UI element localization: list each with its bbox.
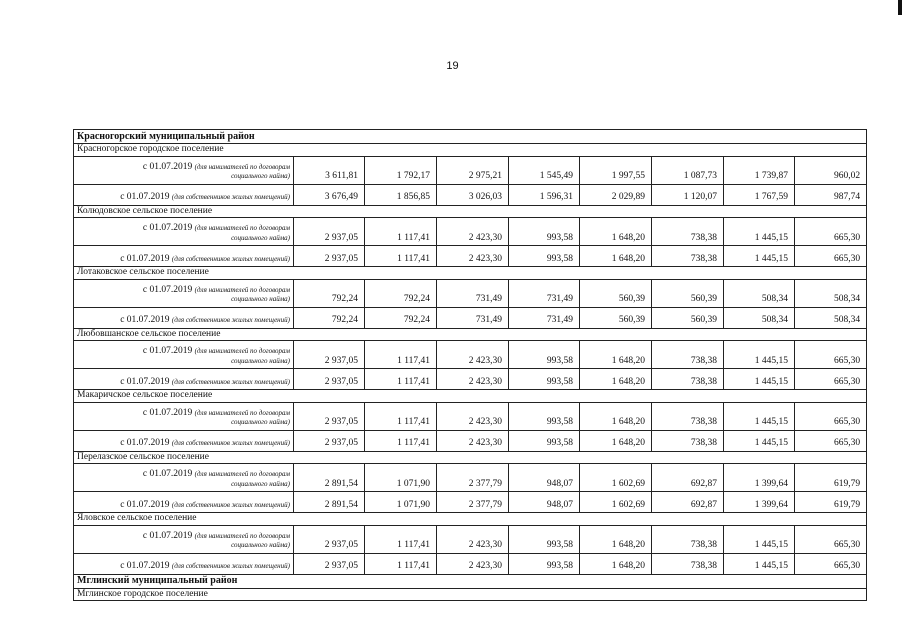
value-cell: 1 071,90 (365, 464, 437, 492)
value-cell: 2 891,54 (294, 464, 365, 492)
table-row (74, 279, 867, 307)
value-cell: 1 739,87 (724, 156, 795, 184)
settlement-row (74, 328, 867, 341)
value-cell: 2 029,89 (580, 184, 652, 205)
value-cell: 3 676,49 (294, 184, 365, 205)
row-label (74, 525, 294, 553)
settlement-row (74, 451, 867, 464)
row-label (74, 464, 294, 492)
value-cell: 1 445,15 (724, 402, 795, 430)
value-cell: 692,87 (652, 464, 724, 492)
value-cell: 1 648,20 (580, 402, 652, 430)
value-cell: 731,49 (509, 307, 580, 328)
value-cell: 2 423,30 (437, 246, 509, 267)
district-row (74, 130, 867, 144)
row-date: с 01.07.2019 (142, 530, 193, 541)
row-date: с 01.07.2019 (142, 469, 193, 479)
row-date: с 01.07.2019 (142, 407, 193, 418)
row-date: с 01.07.2019 (120, 376, 170, 387)
table-row (74, 341, 867, 369)
district-row (74, 574, 867, 588)
settlement-name: Яловское сельское поселение (74, 513, 867, 526)
row-label (74, 341, 294, 369)
value-cell: 2 423,30 (437, 430, 509, 451)
value-cell: 792,24 (294, 307, 365, 328)
table-row (74, 246, 867, 267)
value-cell: 792,24 (365, 307, 437, 328)
value-cell: 619,79 (795, 464, 867, 492)
scan-corner-mark (898, 0, 902, 15)
row-note: (для нанимателей по договорам (194, 224, 290, 232)
settlement-name: Макаричское сельское поселение (74, 390, 867, 403)
value-cell: 619,79 (795, 492, 867, 513)
row-label (74, 218, 294, 246)
value-cell: 3 611,81 (294, 156, 365, 184)
value-cell: 993,58 (509, 218, 580, 246)
row-label (74, 156, 294, 184)
row-note: (для нанимателей по договорам (194, 162, 290, 171)
settlement-name: Колюдовское сельское поселение (74, 205, 867, 218)
row-note-cont: социального найма) (231, 541, 290, 549)
value-cell: 1 071,90 (365, 492, 437, 513)
value-cell: 738,38 (652, 246, 724, 267)
row-note: (для собственников жилых помещений) (171, 316, 290, 324)
value-cell: 738,38 (652, 430, 724, 451)
value-cell: 2 423,30 (437, 525, 509, 553)
value-cell: 2 377,79 (437, 464, 509, 492)
value-cell: 2 937,05 (294, 246, 365, 267)
value-cell: 1 856,85 (365, 184, 437, 205)
value-cell: 2 423,30 (437, 369, 509, 390)
value-cell: 2 423,30 (437, 218, 509, 246)
table-row (74, 492, 867, 513)
row-date: с 01.07.2019 (120, 253, 170, 264)
value-cell: 731,49 (509, 279, 580, 307)
row-label (74, 402, 294, 430)
row-date: с 01.07.2019 (142, 284, 193, 295)
value-cell: 1 445,15 (724, 553, 795, 574)
table-row (74, 525, 867, 553)
row-note: (для собственников жилых помещений) (171, 500, 290, 509)
value-cell: 792,24 (294, 279, 365, 307)
value-cell: 993,58 (509, 341, 580, 369)
row-note: (для собственников жилых помещений) (171, 439, 290, 447)
value-cell: 1 648,20 (580, 430, 652, 451)
value-cell: 2 937,05 (294, 553, 365, 574)
value-cell: 1 117,41 (365, 369, 437, 390)
row-label (74, 246, 294, 267)
row-date: с 01.07.2019 (120, 438, 170, 448)
value-cell: 1 648,20 (580, 369, 652, 390)
value-cell: 1 602,69 (580, 492, 652, 513)
value-cell: 2 937,05 (294, 218, 365, 246)
row-date: с 01.07.2019 (142, 161, 193, 172)
value-cell: 1 117,41 (365, 525, 437, 553)
value-cell: 738,38 (652, 218, 724, 246)
row-date: с 01.07.2019 (120, 561, 170, 571)
row-note-cont: социального найма) (231, 479, 290, 488)
value-cell: 1 445,15 (724, 525, 795, 553)
table-body (74, 130, 867, 601)
row-note: (для нанимателей по договорам (194, 408, 290, 417)
settlement-row (74, 513, 867, 526)
table-row (74, 156, 867, 184)
value-cell: 1 117,41 (365, 218, 437, 246)
row-note-cont: социального найма) (231, 172, 290, 180)
value-cell: 1 648,20 (580, 246, 652, 267)
row-label (74, 307, 294, 328)
value-cell: 2 937,05 (294, 525, 365, 553)
row-label (74, 553, 294, 574)
table-row (74, 430, 867, 451)
value-cell: 738,38 (652, 369, 724, 390)
value-cell: 692,87 (652, 492, 724, 513)
settlement-row (74, 205, 867, 218)
value-cell: 560,39 (580, 307, 652, 328)
value-cell: 2 377,79 (437, 492, 509, 513)
value-cell: 1 648,20 (580, 341, 652, 369)
value-cell: 2 423,30 (437, 402, 509, 430)
value-cell: 1 602,69 (580, 464, 652, 492)
value-cell: 1 117,41 (365, 430, 437, 451)
value-cell: 560,39 (580, 279, 652, 307)
value-cell: 738,38 (652, 525, 724, 553)
value-cell: 2 891,54 (294, 492, 365, 513)
table-row (74, 184, 867, 205)
value-cell: 665,30 (795, 553, 867, 574)
row-note-cont: социального найма) (231, 356, 290, 365)
value-cell: 560,39 (652, 279, 724, 307)
value-cell: 1 545,49 (509, 156, 580, 184)
tariff-table (73, 129, 867, 601)
value-cell: 2 423,30 (437, 553, 509, 574)
row-note: (для нанимателей по договорам (194, 531, 290, 540)
value-cell: 993,58 (509, 369, 580, 390)
value-cell: 665,30 (795, 218, 867, 246)
row-date: с 01.07.2019 (120, 192, 170, 202)
row-note: (для нанимателей по договорам (194, 470, 290, 478)
value-cell: 1 648,20 (580, 525, 652, 553)
value-cell: 1 445,15 (724, 369, 795, 390)
settlement-row (74, 267, 867, 280)
value-cell: 508,34 (724, 279, 795, 307)
value-cell: 1 648,20 (580, 553, 652, 574)
value-cell: 993,58 (509, 246, 580, 267)
value-cell: 731,49 (437, 279, 509, 307)
row-label (74, 279, 294, 307)
settlement-name: Перелазское сельское поселение (74, 451, 867, 464)
value-cell: 948,07 (509, 464, 580, 492)
settlement-name: Мглинское городское поселение (74, 588, 867, 601)
value-cell: 993,58 (509, 402, 580, 430)
settlement-row (74, 588, 867, 601)
settlement-row (74, 144, 867, 157)
value-cell: 1 445,15 (724, 430, 795, 451)
row-note: (для собственников жилых помещений) (171, 377, 290, 386)
table-row (74, 553, 867, 574)
value-cell: 987,74 (795, 184, 867, 205)
row-label (74, 430, 294, 451)
row-note: (для собственников жилых помещений) (171, 562, 290, 570)
value-cell: 3 026,03 (437, 184, 509, 205)
row-label (74, 492, 294, 513)
row-date: с 01.07.2019 (120, 315, 170, 325)
value-cell: 2 937,05 (294, 402, 365, 430)
row-date: с 01.07.2019 (120, 499, 170, 510)
row-label (74, 369, 294, 390)
value-cell: 1 792,17 (365, 156, 437, 184)
row-note: (для собственников жилых помещений) (171, 193, 290, 201)
value-cell: 2 937,05 (294, 341, 365, 369)
value-cell: 1 648,20 (580, 218, 652, 246)
district-name: Мглинский муниципальный район (74, 574, 867, 588)
row-note-cont: социального найма) (231, 233, 290, 242)
value-cell: 665,30 (795, 369, 867, 390)
value-cell: 1 117,41 (365, 341, 437, 369)
value-cell: 738,38 (652, 341, 724, 369)
page-number: 19 (446, 60, 459, 72)
value-cell: 560,39 (652, 307, 724, 328)
value-cell: 2 937,05 (294, 369, 365, 390)
value-cell: 1 117,41 (365, 553, 437, 574)
value-cell: 665,30 (795, 246, 867, 267)
value-cell: 665,30 (795, 341, 867, 369)
value-cell: 993,58 (509, 553, 580, 574)
value-cell: 508,34 (795, 279, 867, 307)
row-date: с 01.07.2019 (142, 346, 193, 356)
value-cell: 1 445,15 (724, 246, 795, 267)
value-cell: 1 399,64 (724, 492, 795, 513)
row-note: (для нанимателей по договорам (194, 347, 290, 355)
value-cell: 508,34 (724, 307, 795, 328)
value-cell: 960,02 (795, 156, 867, 184)
value-cell: 738,38 (652, 402, 724, 430)
row-date: с 01.07.2019 (142, 223, 193, 233)
table-row (74, 464, 867, 492)
value-cell: 738,38 (652, 553, 724, 574)
value-cell: 948,07 (509, 492, 580, 513)
value-cell: 993,58 (509, 430, 580, 451)
row-note-cont: социального найма) (231, 418, 290, 426)
table-row (74, 218, 867, 246)
table-row (74, 307, 867, 328)
value-cell: 1 117,41 (365, 402, 437, 430)
value-cell: 1 997,55 (580, 156, 652, 184)
value-cell: 1 767,59 (724, 184, 795, 205)
district-name: Красногорский муниципальный район (74, 130, 867, 144)
value-cell: 792,24 (365, 279, 437, 307)
value-cell: 665,30 (795, 430, 867, 451)
settlement-name: Красногорское городское поселение (74, 144, 867, 157)
value-cell: 1 399,64 (724, 464, 795, 492)
value-cell: 665,30 (795, 525, 867, 553)
settlement-name: Лотаковское сельское поселение (74, 267, 867, 280)
value-cell: 665,30 (795, 402, 867, 430)
value-cell: 2 423,30 (437, 341, 509, 369)
row-label (74, 184, 294, 205)
value-cell: 508,34 (795, 307, 867, 328)
settlement-row (74, 390, 867, 403)
row-note: (для собственников жилых помещений) (171, 254, 290, 263)
row-note-cont: социального найма) (231, 295, 290, 303)
value-cell: 1 087,73 (652, 156, 724, 184)
value-cell: 1 120,07 (652, 184, 724, 205)
value-cell: 1 117,41 (365, 246, 437, 267)
settlement-name: Любовшанское сельское поселение (74, 328, 867, 341)
value-cell: 2 975,21 (437, 156, 509, 184)
table-row (74, 402, 867, 430)
row-note: (для нанимателей по договорам (194, 285, 290, 294)
value-cell: 2 937,05 (294, 430, 365, 451)
value-cell: 1 445,15 (724, 341, 795, 369)
value-cell: 1 596,31 (509, 184, 580, 205)
value-cell: 993,58 (509, 525, 580, 553)
table-row (74, 369, 867, 390)
value-cell: 731,49 (437, 307, 509, 328)
value-cell: 1 445,15 (724, 218, 795, 246)
